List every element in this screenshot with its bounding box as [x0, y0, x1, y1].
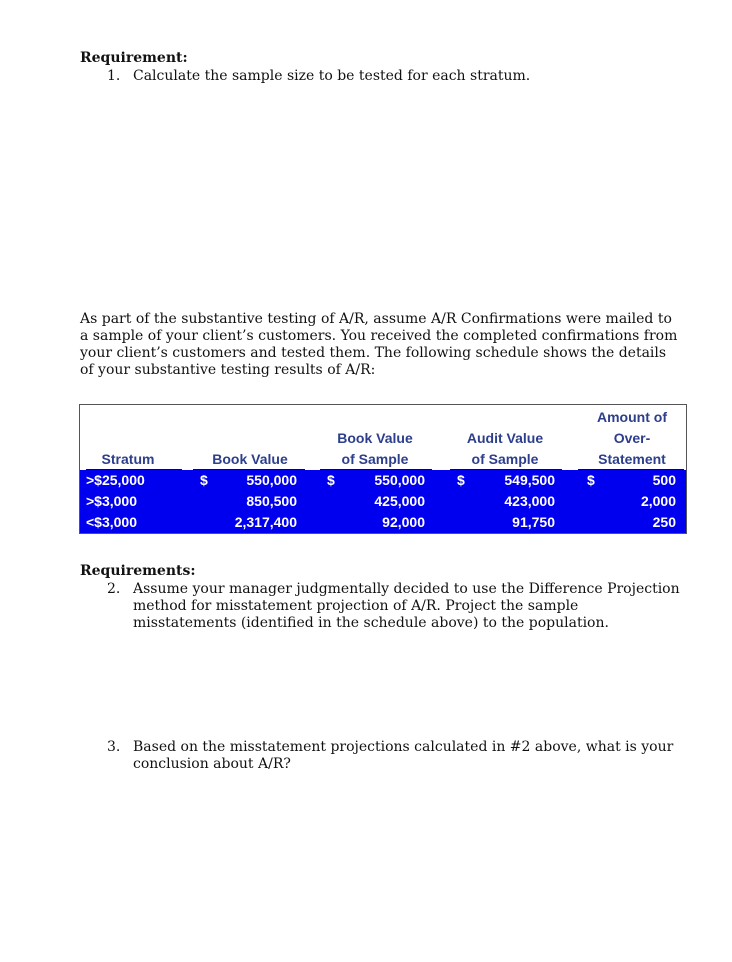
cell-stratum: >$3,000	[86, 493, 137, 509]
requirements-heading: Requirements:	[80, 563, 196, 579]
requirement-3-line: conclusion about A/R?	[133, 756, 291, 772]
cell-currency: $	[457, 472, 465, 488]
data-rows-band	[80, 470, 686, 533]
cell-overstatement: 500	[652, 472, 676, 488]
cell-currency: $	[327, 472, 335, 488]
header-stratum: Stratum	[101, 451, 155, 467]
cell-stratum: >$25,000	[86, 472, 145, 488]
header-audit-value-sample-line1: Audit Value	[466, 430, 544, 446]
requirement-3-text	[133, 739, 673, 773]
cell-book-value: 2,317,400	[234, 514, 297, 530]
intro-line: a sample of your client’s customers. You received the completed confirmations from	[80, 328, 678, 344]
requirement-2-line: misstatements (identified in the schedule above) to the population.	[133, 615, 609, 631]
cell-stratum: <$3,000	[86, 514, 137, 530]
intro-line: As part of the substantive testing of A/R, assume A/R Confirmations were mailed to	[80, 311, 672, 327]
intro-line: your client’s customers and tested them. The following schedule shows the details	[80, 345, 667, 361]
cell-audit-sample: 91,750	[512, 514, 555, 530]
requirement-1-item	[107, 68, 530, 85]
header-book-value: Book Value	[212, 451, 288, 467]
header-book-value-sample-line2: of Sample	[341, 451, 409, 467]
requirement-2-text	[133, 581, 680, 632]
header-book-value-sample-line1: Book Value	[337, 430, 413, 446]
requirement-2-item	[107, 581, 697, 632]
requirement-2-line: Assume your manager judgmentally decided to use the Difference Projection	[133, 581, 680, 597]
requirement-1-number: 1.	[107, 68, 121, 84]
cell-book-value: 850,500	[246, 493, 297, 509]
requirement-3-number: 3.	[107, 739, 121, 755]
cell-book-sample: 550,000	[374, 472, 425, 488]
cell-book-value: 550,000	[246, 472, 297, 488]
requirement-1-heading: Requirement:	[80, 50, 188, 66]
cell-overstatement: 250	[652, 514, 676, 530]
header-overstatement-line3: Statement	[598, 451, 666, 467]
header-overstatement-line1: Amount of	[597, 409, 667, 425]
requirement-2-line: method for misstatement projection of A/R. Project the sample	[133, 598, 579, 614]
requirement-3-item	[107, 739, 697, 773]
intro-paragraph	[80, 311, 690, 379]
cell-audit-sample: 549,500	[504, 472, 555, 488]
requirement-3-line: Based on the misstatement projections calculated in #2 above, what is your	[133, 739, 674, 755]
requirement-2-number: 2.	[107, 581, 121, 597]
cell-currency: $	[200, 472, 208, 488]
cell-book-sample: 425,000	[374, 493, 425, 509]
cell-audit-sample: 423,000	[504, 493, 555, 509]
testing-results-table	[79, 404, 687, 534]
cell-book-sample: 92,000	[382, 514, 425, 530]
header-overstatement-line2: Over-	[613, 430, 651, 446]
cell-currency: $	[587, 472, 595, 488]
requirement-1-text: Calculate the sample size to be tested for each stratum.	[133, 68, 531, 84]
intro-line: of your substantive testing results of A/R:	[80, 362, 376, 378]
cell-overstatement: 2,000	[640, 493, 676, 509]
header-audit-value-sample-line2: of Sample	[471, 451, 539, 467]
